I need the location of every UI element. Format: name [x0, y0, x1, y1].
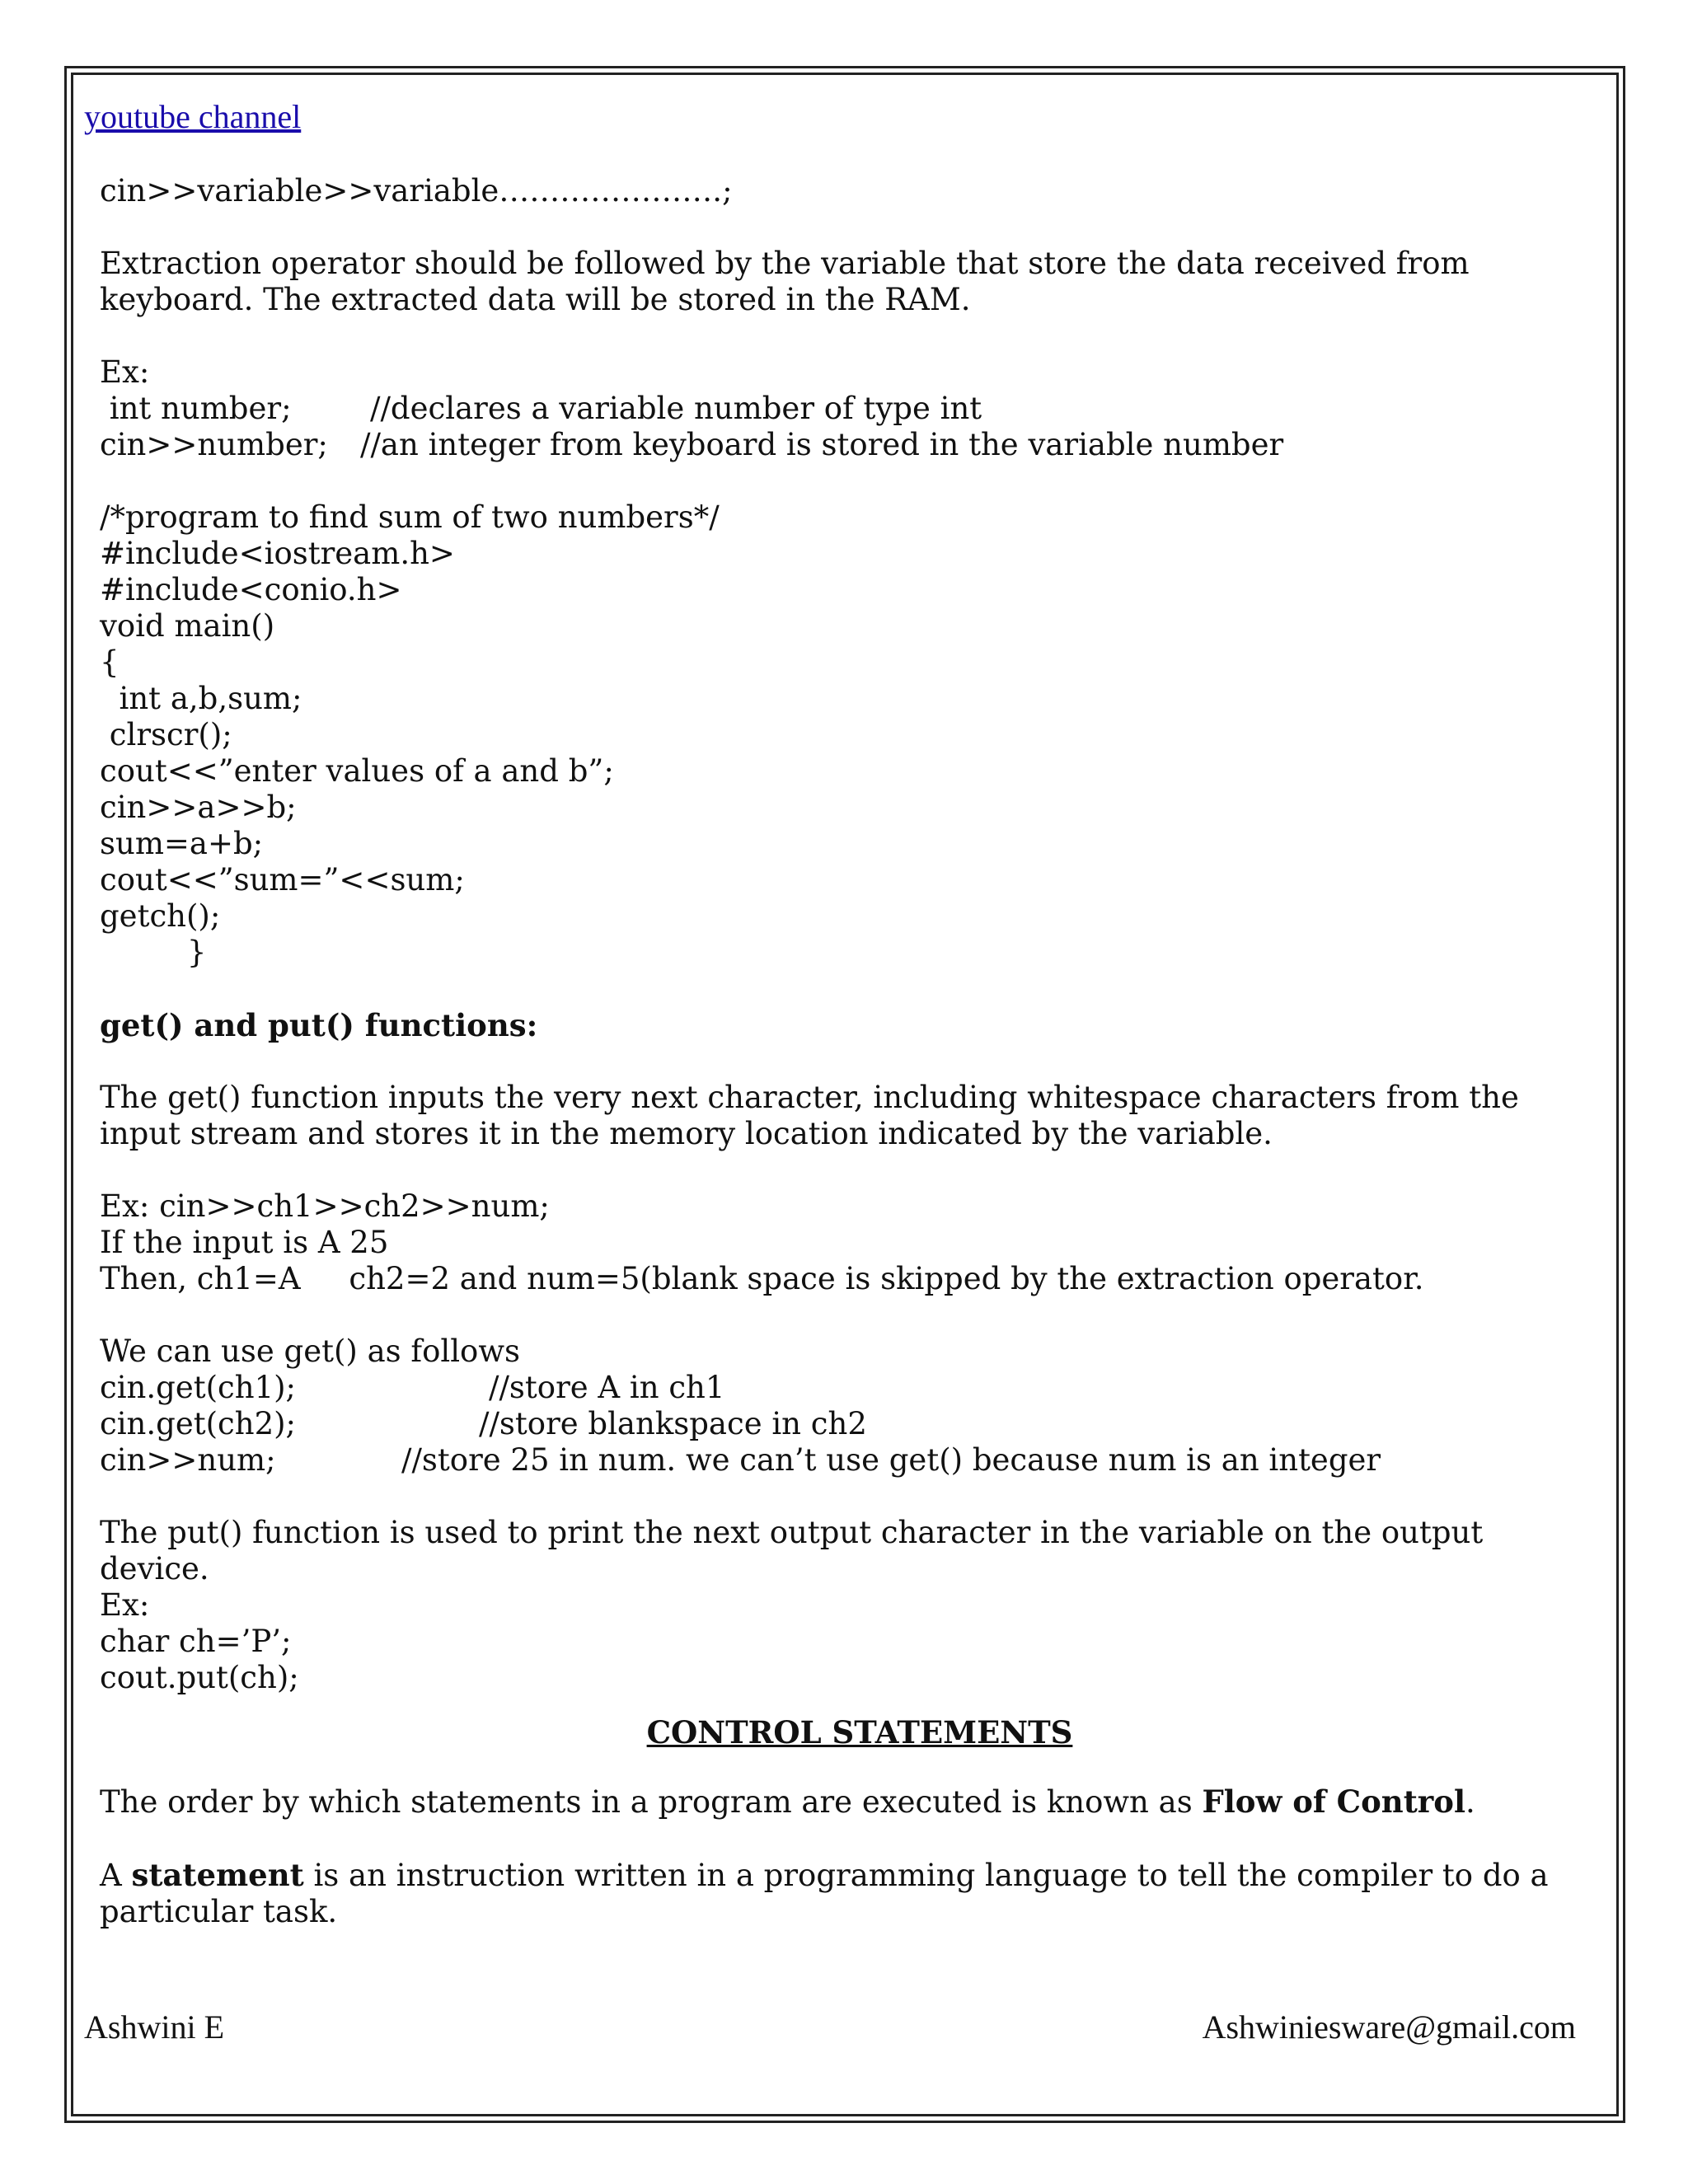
document-body — [100, 173, 1583, 1930]
get-example-3: Then, ch1=A ch2=2 and num=5(blank space is skipped by the extraction operator. — [100, 1261, 1424, 1296]
get-use-line-2 — [100, 1406, 1583, 1442]
flow-text-pre: The order by which statements in a program are executed is known as — [100, 1784, 1203, 1820]
program-line: /*program to find sum of two numbers*/ — [100, 499, 720, 535]
code-comment: //an integer from keyboard is stored in the variable number — [360, 427, 1284, 462]
put-paragraph: The put() function is used to print the next output character in the variable on the output device. — [100, 1515, 1484, 1586]
program-line: getch(); — [100, 898, 221, 934]
program-listing — [100, 499, 1583, 971]
program-line: #include<iostream.h> — [100, 536, 455, 571]
put-code-1: char ch=’P’; — [100, 1624, 292, 1659]
get-use-line-1 — [100, 1370, 1583, 1406]
program-line: } — [100, 935, 207, 970]
get-use-intro: We can use get() as follows — [100, 1333, 520, 1369]
footer-email: Ashwiniesware@gmail.com — [1202, 2008, 1576, 2046]
get-example-2: If the input is A 25 — [100, 1225, 389, 1260]
extraction-paragraph: Extraction operator should be followed by the variable that store the data received from keyboard. The extracted data will be stored in the RAM. — [100, 246, 1470, 317]
code-text: cin.get(ch2); — [100, 1406, 297, 1441]
code-comment: //declares a variable number of type int — [370, 391, 982, 426]
example-line-1 — [100, 391, 1583, 427]
put-example-label: Ex: — [100, 1587, 150, 1623]
example-label: Ex: — [100, 354, 150, 390]
section-heading-get-put: get() and put() functions: — [100, 1007, 538, 1043]
program-line: clrscr(); — [100, 717, 232, 752]
footer-author: Ashwini E — [84, 2008, 224, 2046]
control-statements-title: CONTROL STATEMENTS — [646, 1714, 1073, 1750]
flow-term: Flow of Control — [1202, 1783, 1466, 1820]
youtube-channel-link[interactable]: youtube channel — [84, 98, 302, 135]
code-comment: //store 25 in num. we can’t use get() because num is an integer — [401, 1442, 1381, 1478]
program-line: cout<<”enter values of a and b”; — [100, 753, 614, 789]
code-text: cin.get(ch1); — [100, 1370, 297, 1405]
program-line: int a,b,sum; — [100, 681, 302, 716]
flow-text-post: . — [1465, 1784, 1475, 1820]
flow-of-control-paragraph — [100, 1783, 1583, 1821]
get-example-1: Ex: cin>>ch1>>ch2>>num; — [100, 1188, 550, 1224]
program-line: #include<conio.h> — [100, 572, 402, 607]
program-line: cin>>a>>b; — [100, 790, 297, 825]
statement-paragraph — [100, 1857, 1583, 1930]
stmt-text-pre: A — [100, 1858, 132, 1893]
get-use-line-3 — [100, 1442, 1583, 1479]
syntax-line: cin>>variable>>variable………………….; — [100, 173, 733, 209]
code-text: cin>>num; — [100, 1442, 276, 1478]
program-line: { — [100, 644, 120, 680]
code-text: cin>>number; — [100, 427, 328, 462]
code-comment: //store A in ch1 — [489, 1370, 725, 1405]
code-text: int number; — [100, 391, 292, 426]
example-line-2 — [100, 427, 1583, 463]
put-code-2: cout.put(ch); — [100, 1660, 299, 1695]
program-line: void main() — [100, 608, 275, 644]
code-comment: //store blankspace in ch2 — [479, 1406, 867, 1441]
program-line: sum=a+b; — [100, 826, 264, 861]
program-line: cout<<”sum=”<<sum; — [100, 862, 465, 898]
statement-term: statement — [131, 1857, 304, 1893]
get-paragraph: The get() function inputs the very next character, including whitespace characters from the input stream and stores it in the memory location indicated by the variable. — [100, 1080, 1519, 1151]
stmt-text-post: is an instruction written in a programming language to tell the compiler to do a particular task. — [100, 1858, 1549, 1929]
